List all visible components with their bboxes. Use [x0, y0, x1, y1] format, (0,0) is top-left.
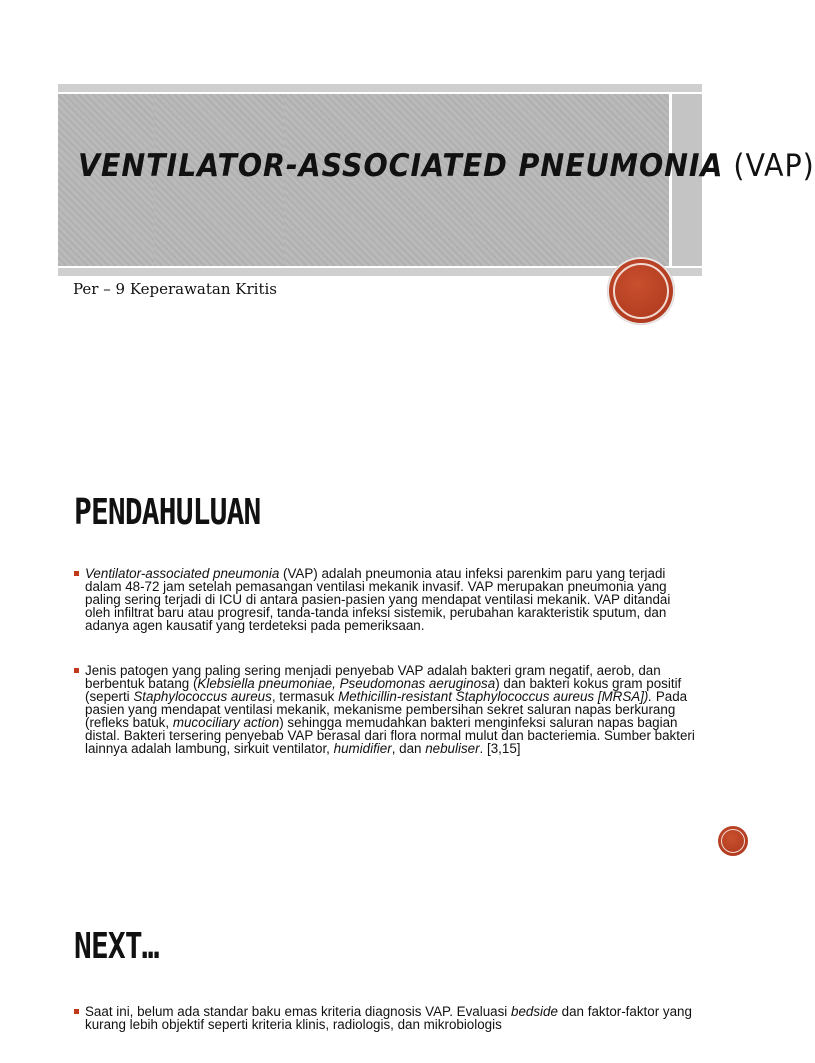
bullet-text: nebuliser	[425, 741, 480, 756]
bullet-text: Ventilator-associated pneumonia	[85, 566, 280, 581]
section-heading-next: NEXT…	[74, 926, 159, 967]
pendahuluan-bullets	[74, 567, 696, 787]
bullet-text: , dan	[391, 741, 426, 756]
banner-stripe-bottom	[58, 266, 702, 276]
bullet-text: ) dan bakteri kokus gram positif (seperti	[85, 676, 682, 704]
bullet-text: (VAP) adalah pneumonia atau infeksi parenkim paru yang terjadi dalam 48-72 jam setelah pemasangan ventilasi mekanik invasif. VAP merupakan pneumonia yang paling sering terjadi di ICU di antara pasien-pasien yang mendapat ventilasi mekanik. VAP ditandai oleh infiltrat baru atau progresif, tanda-tanda infeksi sistemik, perubahan karakteristik sputum, dan adanya agen kausatif yang terdeteksi pada pemeriksaan.	[85, 566, 671, 633]
bullet-text: Pada pasien yang mendapat ventilasi mekanik, mekanisme pembersihan sekret saluran napas berkurang (refleks batuk,	[85, 689, 688, 730]
decorative-circle-icon	[718, 826, 748, 856]
list-item	[74, 567, 696, 632]
bullet-text: ) sehingga memudahkan bakteri menginfeksi saluran napas bagian distal. Bakteri tersering penyebab VAP berasal dari flora normal mulut dan bacteriemia. Sumber bakteri lainnya adalah lambung, sirkuit ventilator,	[85, 715, 695, 756]
decorative-circle-icon	[607, 257, 675, 325]
bullet-text: Jenis patogen yang paling sering menjadi penyebab VAP adalah bakteri gram negatif, aerob, dan berbentuk batang (	[85, 663, 661, 691]
next-bullets	[74, 1005, 696, 1063]
section-heading-pendahuluan: PENDAHULUAN	[74, 492, 261, 533]
bullet-text: dan	[557, 1004, 584, 1019]
bullet-text: Staphylococcus aureus	[133, 689, 272, 704]
bullet-text: mucociliary action	[172, 715, 280, 730]
bullet-text: Klebsiella pneumoniae, Pseudomonas aeruginosa	[197, 676, 496, 691]
bullet-text: , termasuk	[271, 689, 339, 704]
slide-title	[78, 148, 815, 184]
slide-subtitle: Per – 9 Keperawatan Kritis	[73, 280, 277, 298]
banner-stripe-top	[58, 84, 702, 94]
bullet-text: faktor-faktor yang kurang lebih objektif seperti kriteria klinis, radiologis, dan mikrobiologis	[85, 1004, 692, 1032]
list-item	[74, 664, 696, 755]
bullet-text: humidifier	[333, 741, 392, 756]
bullet-text: Methicillin-resistant Staphylococcus aureus [MRSA]).	[338, 689, 653, 704]
list-item	[74, 1005, 696, 1031]
bullet-text: bedside	[511, 1004, 558, 1019]
bullet-text: . [3,15]	[479, 741, 521, 756]
title-slide	[0, 0, 815, 470]
slide-title-suffix: (VAP)	[723, 148, 815, 184]
slide-title-italic: VENTILATOR-ASSOCIATED PNEUMONIA	[78, 148, 724, 184]
bullet-text: Saat ini, belum ada standar baku emas kriteria diagnosis VAP. Evaluasi	[85, 1004, 512, 1019]
